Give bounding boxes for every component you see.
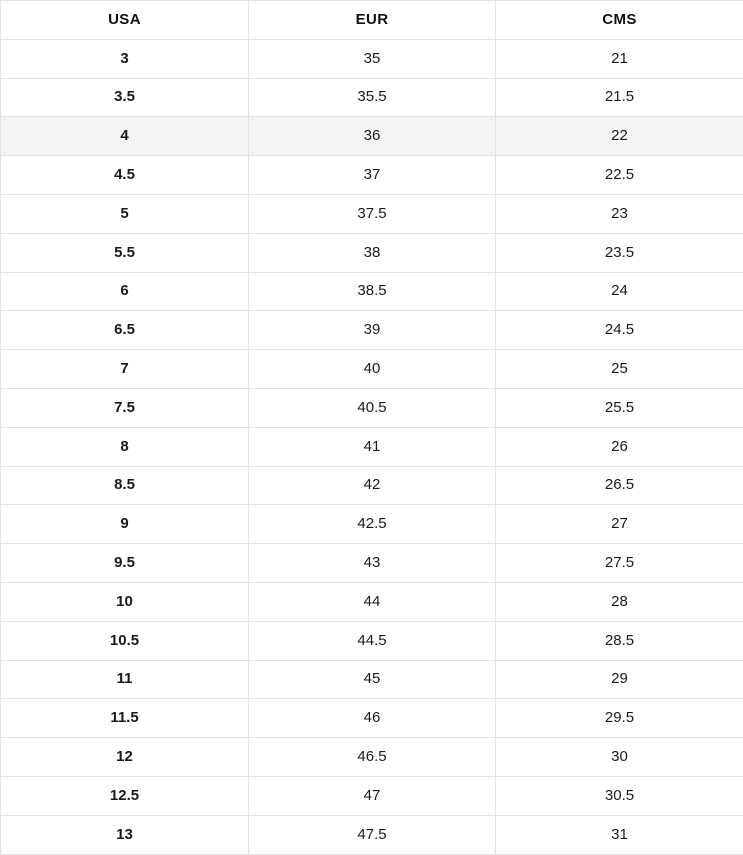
cell-usa: 6.5 bbox=[1, 311, 249, 350]
table-row bbox=[1, 621, 743, 660]
cell-eur: 45 bbox=[249, 660, 496, 699]
cell-cms: 30.5 bbox=[496, 776, 743, 815]
cell-cms: 23.5 bbox=[496, 233, 743, 272]
cell-usa: 4 bbox=[1, 117, 249, 156]
table-row bbox=[1, 350, 743, 389]
table-row bbox=[1, 388, 743, 427]
table-row bbox=[1, 776, 743, 815]
cell-usa: 3 bbox=[1, 39, 249, 78]
table-row bbox=[1, 505, 743, 544]
cell-eur: 46 bbox=[249, 699, 496, 738]
cell-usa: 6 bbox=[1, 272, 249, 311]
cell-usa: 9.5 bbox=[1, 544, 249, 583]
table-row bbox=[1, 117, 743, 156]
cell-cms: 26 bbox=[496, 427, 743, 466]
table-row bbox=[1, 738, 743, 777]
cell-cms: 21 bbox=[496, 39, 743, 78]
cell-eur: 43 bbox=[249, 544, 496, 583]
cell-eur: 38 bbox=[249, 233, 496, 272]
table-row bbox=[1, 466, 743, 505]
cell-cms: 24 bbox=[496, 272, 743, 311]
cell-eur: 35 bbox=[249, 39, 496, 78]
cell-usa: 9 bbox=[1, 505, 249, 544]
table-row bbox=[1, 427, 743, 466]
cell-usa: 7.5 bbox=[1, 388, 249, 427]
table-row bbox=[1, 699, 743, 738]
column-header-eur: EUR bbox=[249, 1, 496, 40]
cell-usa: 3.5 bbox=[1, 78, 249, 117]
table-row bbox=[1, 815, 743, 854]
cell-eur: 37.5 bbox=[249, 194, 496, 233]
cell-cms: 23 bbox=[496, 194, 743, 233]
cell-usa: 8 bbox=[1, 427, 249, 466]
table-row bbox=[1, 194, 743, 233]
table-row bbox=[1, 78, 743, 117]
cell-cms: 22 bbox=[496, 117, 743, 156]
cell-cms: 24.5 bbox=[496, 311, 743, 350]
cell-eur: 40.5 bbox=[249, 388, 496, 427]
table-row bbox=[1, 272, 743, 311]
cell-usa: 10 bbox=[1, 582, 249, 621]
column-header-usa: USA bbox=[1, 1, 249, 40]
cell-cms: 22.5 bbox=[496, 156, 743, 195]
cell-cms: 25.5 bbox=[496, 388, 743, 427]
cell-eur: 35.5 bbox=[249, 78, 496, 117]
cell-usa: 5.5 bbox=[1, 233, 249, 272]
cell-cms: 31 bbox=[496, 815, 743, 854]
table-row bbox=[1, 311, 743, 350]
cell-usa: 13 bbox=[1, 815, 249, 854]
cell-eur: 42.5 bbox=[249, 505, 496, 544]
table-row bbox=[1, 233, 743, 272]
cell-cms: 30 bbox=[496, 738, 743, 777]
cell-usa: 8.5 bbox=[1, 466, 249, 505]
cell-usa: 4.5 bbox=[1, 156, 249, 195]
cell-eur: 40 bbox=[249, 350, 496, 389]
table-row bbox=[1, 544, 743, 583]
cell-usa: 7 bbox=[1, 350, 249, 389]
cell-eur: 37 bbox=[249, 156, 496, 195]
cell-cms: 21.5 bbox=[496, 78, 743, 117]
cell-usa: 5 bbox=[1, 194, 249, 233]
cell-eur: 38.5 bbox=[249, 272, 496, 311]
column-header-cms: CMS bbox=[496, 1, 743, 40]
table-row bbox=[1, 660, 743, 699]
cell-cms: 29.5 bbox=[496, 699, 743, 738]
cell-usa: 11 bbox=[1, 660, 249, 699]
cell-usa: 10.5 bbox=[1, 621, 249, 660]
table-row bbox=[1, 582, 743, 621]
cell-eur: 47 bbox=[249, 776, 496, 815]
cell-eur: 44.5 bbox=[249, 621, 496, 660]
cell-eur: 44 bbox=[249, 582, 496, 621]
cell-usa: 11.5 bbox=[1, 699, 249, 738]
cell-cms: 26.5 bbox=[496, 466, 743, 505]
cell-eur: 41 bbox=[249, 427, 496, 466]
table-row bbox=[1, 39, 743, 78]
cell-eur: 39 bbox=[249, 311, 496, 350]
table-body bbox=[1, 39, 743, 854]
table-header bbox=[1, 1, 743, 40]
cell-eur: 46.5 bbox=[249, 738, 496, 777]
cell-cms: 28 bbox=[496, 582, 743, 621]
cell-cms: 25 bbox=[496, 350, 743, 389]
cell-eur: 36 bbox=[249, 117, 496, 156]
cell-cms: 29 bbox=[496, 660, 743, 699]
cell-cms: 27 bbox=[496, 505, 743, 544]
cell-eur: 47.5 bbox=[249, 815, 496, 854]
table-header-row bbox=[1, 1, 743, 40]
cell-cms: 27.5 bbox=[496, 544, 743, 583]
cell-usa: 12 bbox=[1, 738, 249, 777]
cell-cms: 28.5 bbox=[496, 621, 743, 660]
table-row bbox=[1, 156, 743, 195]
cell-eur: 42 bbox=[249, 466, 496, 505]
cell-usa: 12.5 bbox=[1, 776, 249, 815]
